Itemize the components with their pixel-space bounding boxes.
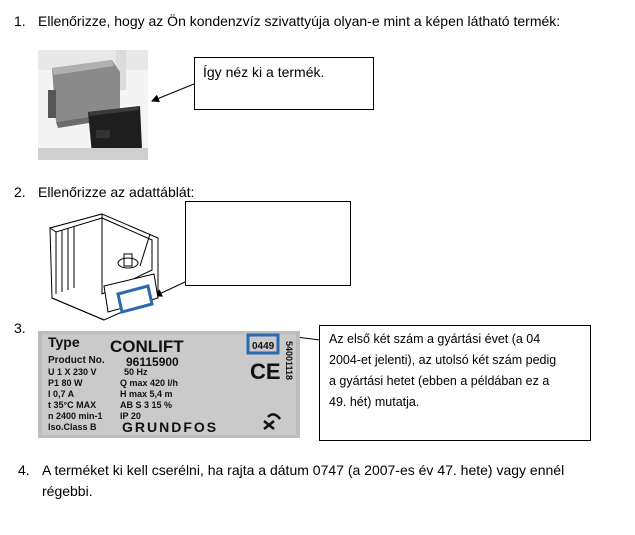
plate-row-1-left: U 1 X 230 V [48, 367, 97, 377]
plate-row-5-mid: IP 20 [120, 411, 141, 421]
plate-row-2-left: P1 80 W [48, 378, 83, 388]
callout-1-text: Így néz ki a termék. [203, 64, 325, 80]
plate-row-3-left: I 0,7 A [48, 389, 75, 399]
step-2 [14, 183, 414, 201]
date-code: 0449 [252, 341, 275, 352]
plate-row-2-mid: Q max 420 l/h [120, 378, 179, 388]
serial-number: 54001118 [284, 341, 294, 381]
plate-row-6-left: Iso.Class B [48, 422, 97, 432]
callout-3-line: Az első két szám a gyártási évet (a 04 [329, 332, 541, 346]
step-text-continued: régebbi. [42, 483, 93, 499]
step-text: Ellenőrizze az adattáblát: [38, 184, 195, 200]
brand-logo-text: GRUNDFOS [122, 419, 219, 435]
pump-diagram [40, 208, 190, 323]
callout-3-line: 49. hét) mutatja. [329, 395, 420, 409]
plate-row-3-mid: H max 5,4 m [120, 389, 173, 399]
type-label: Type [48, 334, 80, 350]
callout-3 [319, 325, 591, 441]
plate-row-1-mid: 50 Hz [124, 367, 148, 377]
step-4 [18, 461, 628, 500]
plate-row-4-left: t 35°C MAX [48, 400, 97, 410]
plate-row-5-left: n 2400 min-1 [48, 411, 103, 421]
step-text: Ellenőrizze, hogy az Ön kondenzvíz szivattyúja olyan-e mint a képen látható termék: [38, 13, 561, 29]
ce-mark: CE [250, 359, 281, 384]
callout-3-line: 2004-et jelenti), az utolsó két szám pedig [329, 353, 557, 367]
callout-3-line: a gyártási hetet (ebben a példában ez a [329, 374, 550, 388]
step-number: 4. [18, 462, 30, 478]
plate-row-4-mid: AB S 3 15 % [120, 400, 173, 410]
callout-2 [185, 201, 351, 286]
product-value: 96115900 [126, 355, 179, 369]
step-number: 2. [14, 184, 26, 200]
step-number: 1. [14, 13, 26, 29]
type-value: CONLIFT [110, 337, 184, 356]
rating-plate [38, 331, 300, 438]
arrow-1 [152, 84, 194, 101]
step-number: 3. [14, 320, 26, 336]
step-text: A terméket ki kell cserélni, ha rajta a dátum 0747 (a 2007-es év 47. hete) vagy ennél [42, 462, 565, 478]
product-label: Product No. [48, 355, 105, 366]
